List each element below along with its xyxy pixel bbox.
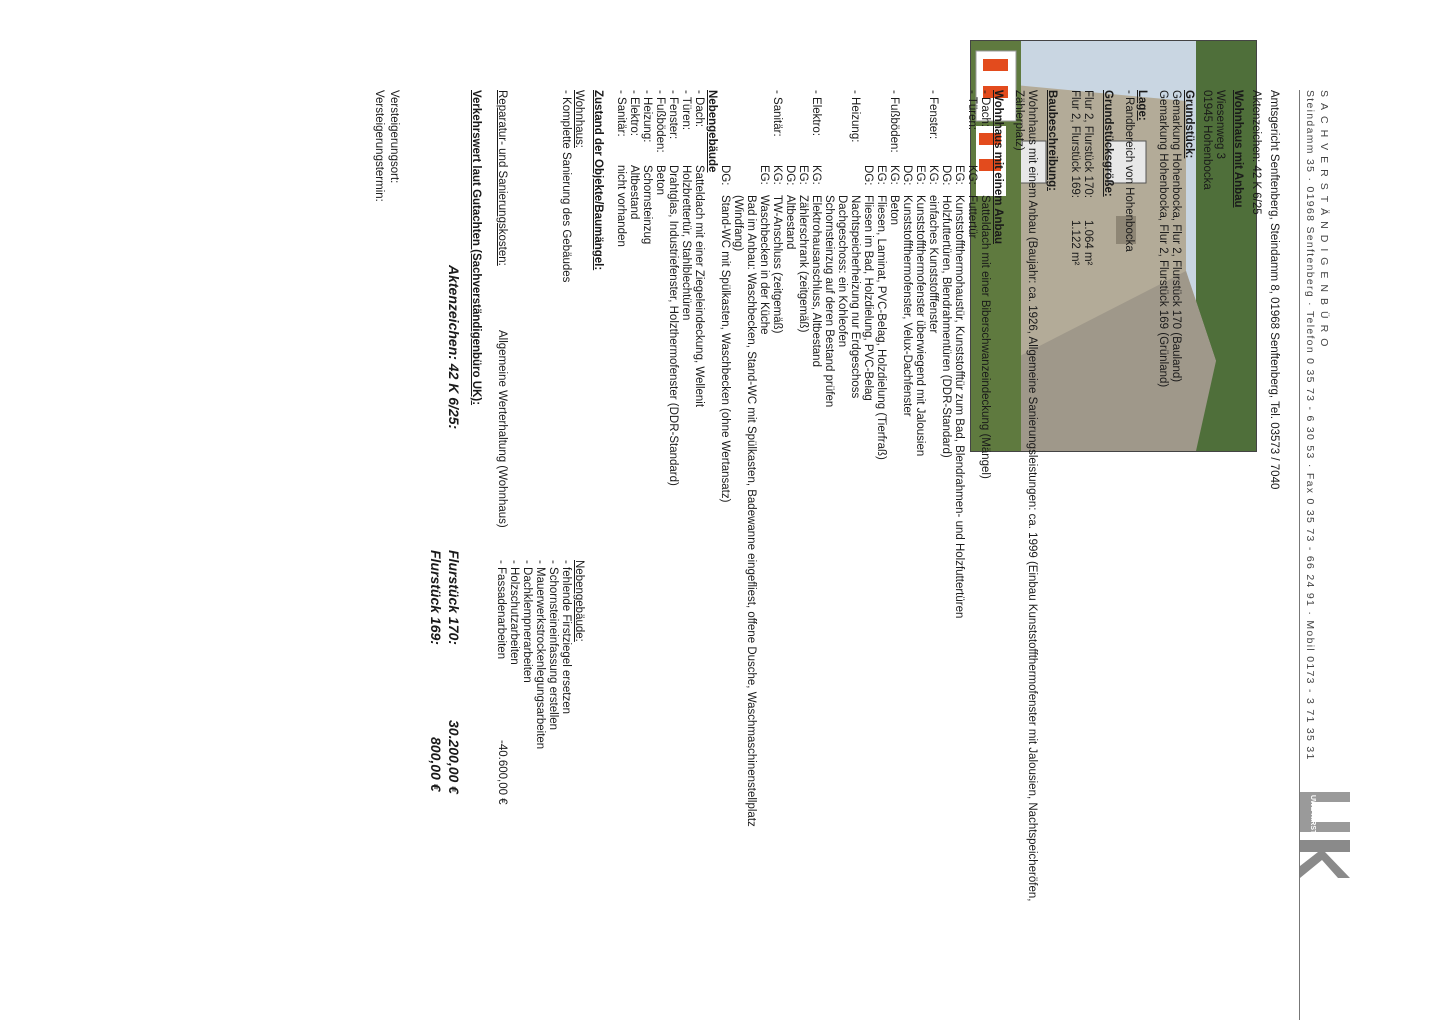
- component-text: Holzfuttertüren, Blendrahmentüren (DDR-Standard): [940, 195, 952, 458]
- component-category: - Dach:: [693, 90, 705, 128]
- floor-label: KG:: [927, 165, 939, 185]
- side-building-row: [627, 90, 640, 486]
- component-text: Kunststoffthermohaustür, Kunststofftür zum Bad, Blendrahmen- und Holzfuttertüren: [953, 195, 965, 619]
- house-component-row: [718, 90, 731, 827]
- house-heading: Wohnhaus mit einem Anbau: [992, 90, 1004, 244]
- floor-label: EG:: [953, 165, 965, 185]
- component-category: - Türen:: [966, 90, 978, 131]
- office-address: Steindamm 35 · 01968 Senftenberg · Telefon 0 35 73 - 6 30 53 · Fax 0 35 73 - 66 24 91 · Mobil 0173 - 3 71 35 31: [1304, 90, 1316, 761]
- side-building-row: [679, 90, 692, 486]
- defect-item: - Holzschutzarbeiten: [508, 560, 520, 665]
- object-title: Wohnhaus mit Anbau: [1232, 90, 1244, 208]
- component-category: - Fenster:: [927, 90, 939, 140]
- house-component-row: [861, 90, 874, 827]
- component-text: nicht vorhanden: [615, 165, 627, 247]
- defect-item: - Dachklempnerarbeiten: [521, 560, 533, 683]
- house-component-row: [783, 90, 796, 827]
- building-desc-text-1: Wohnhaus mit einem Anbau (Baujahr: ca. 1926, Allgemeine Sanierungsleistungen: ca. 1999 (Einbau Kunststoffthermofenster mit Jalousien, Nachtspeicheröfen,: [1026, 90, 1038, 902]
- component-text: Schornsteinzug: [641, 165, 653, 245]
- defects-house-heading: Wohnhaus:: [573, 90, 585, 148]
- floor-label: DG:: [901, 165, 913, 186]
- side-building-row: [692, 90, 705, 486]
- market-value-170: 30.200,00 €: [446, 720, 462, 794]
- floor-label: EG:: [875, 165, 887, 185]
- location-heading: Lage:: [1136, 90, 1148, 121]
- component-text: Beton: [888, 195, 900, 226]
- defects-side-heading: Nebengebäude:: [573, 560, 585, 642]
- component-category: - Sanitär:: [771, 90, 783, 137]
- house-component-list: [718, 90, 991, 827]
- component-text: Drahtglas, Industriefenster, Holzthermofenster (DDR-Standard): [667, 165, 679, 486]
- component-category: - Heizung:: [641, 90, 653, 143]
- costs-value: -40.600,00 €: [496, 740, 508, 805]
- defects-house-item: - Komplette Sanierung des Gebäudes: [560, 90, 572, 283]
- component-category: - Elektro:: [810, 90, 822, 137]
- component-category: - Fenster:: [667, 90, 679, 140]
- market-value-label-169: Flurstück 169:: [428, 550, 444, 645]
- floor-label: KG:: [888, 165, 900, 185]
- component-category: - Fußböden:: [654, 90, 666, 153]
- side-building-list: [614, 90, 705, 486]
- defect-item: - Mauerwerkstrockenlegungsarbeiten: [534, 560, 546, 750]
- building-desc-text-2: Zählerplatz): [1013, 90, 1025, 151]
- brand-line: SACHVERSTÄNDIGENBÜRO: [1318, 90, 1330, 353]
- component-text: Elektrohausanschluss, Altbestand: [810, 195, 822, 367]
- component-text: Futtertür: [966, 195, 978, 239]
- house-component-row: [939, 90, 952, 827]
- house-component-row: [913, 90, 926, 827]
- component-text: Satteldach mit einer Ziegeleindeckung, Wellenit: [693, 165, 705, 408]
- plot-size-label-169: Flur 2, Flurstück 169:: [1069, 90, 1081, 199]
- component-category: - Sanitär:: [615, 90, 627, 137]
- house-component-row: [887, 90, 900, 827]
- component-category: - Fußböden:: [888, 90, 900, 153]
- plot-line-1: Gemarkung Hohenbocka, Flur 2, Flurstück 170 (Bauland): [1170, 90, 1182, 383]
- component-text: Waschbecken in der Küche: [758, 195, 770, 335]
- floor-label: KG:: [810, 165, 822, 185]
- component-text: Beton: [654, 165, 666, 196]
- defect-item: - Schornsteineinfassung erstellen: [547, 560, 559, 731]
- house-component-row: [770, 90, 783, 827]
- component-category: - Heizung:: [849, 90, 861, 143]
- house-component-row: [874, 90, 887, 827]
- component-text: Kunststoffthermofenster, Velux-Dachfenster: [901, 195, 913, 417]
- component-text: Bad im Anbau: Waschbecken, Stand-WC mit Spülkasten, Badewanne eingefliest, offene Dusche, Waschmaschinenstellplatz: [745, 195, 757, 827]
- market-value-169: 800,00 €: [428, 737, 444, 792]
- floor-label: EG:: [758, 165, 770, 185]
- house-component-row: [822, 90, 835, 827]
- floor-label: DG:: [719, 165, 731, 186]
- floor-label: DG:: [940, 165, 952, 186]
- component-category: - Dach:: [979, 90, 991, 128]
- component-text: einfaches Kunststofffenster: [927, 195, 939, 334]
- plot-line-2: Gemarkung Hohenbocka, Flur 2, Flurstück 169 (Grünland): [1157, 90, 1169, 388]
- floor-label: KG:: [771, 165, 783, 185]
- house-component-row: [978, 90, 991, 827]
- uk-logo: [1295, 790, 1355, 885]
- building-desc-heading: Baubeschreibung:: [1046, 90, 1058, 191]
- rotated-document: [185, 70, 1330, 1020]
- defects-heading: Zustand der Objekte/Baumängel:: [592, 90, 604, 271]
- object-city: 01945 Hohenbocka: [1201, 90, 1213, 190]
- component-text: Zählerschrank (zeitgemäß): [797, 195, 809, 333]
- plot-size-heading: Grundstücksgröße:: [1102, 90, 1114, 197]
- market-value-heading: Verkehrswert laut Gutachten (Sachverständigenbüro UK):: [470, 90, 482, 406]
- house-component-row: [744, 90, 757, 827]
- defect-item: - fehlende Firstziegel ersetzen: [560, 560, 572, 715]
- side-building-row: [653, 90, 666, 486]
- plot-size-value-169: 1.122 m²: [1069, 220, 1081, 266]
- component-text: Satteldach mit einer Biberschwanzeindeckung (Mängel): [979, 195, 991, 479]
- auction-place: Versteigerungsort:: [388, 90, 400, 184]
- component-text: Fliesen im Bad, Holzdielung, PVC-Belag: [862, 195, 874, 401]
- defects-side-list: [494, 560, 572, 749]
- house-component-row: [926, 90, 939, 827]
- component-text: Dachgeschoss: ein Kohleofen: [836, 195, 848, 348]
- house-component-row: [952, 90, 965, 827]
- component-text: Fliesen, Laminat, PVC-Belag, Holzdielung (Tierfraß): [875, 195, 887, 460]
- auction-date: Versteigerungstermin:: [373, 90, 385, 202]
- component-text: Altbestand: [628, 165, 640, 220]
- floor-label: KG:: [966, 165, 978, 185]
- plot-size-value-170: 1.064 m²: [1082, 220, 1094, 266]
- component-text: Stand-WC mit Spülkasten, Waschbecken (ohne Wertansatz): [719, 195, 731, 503]
- market-value-file-number: Aktenzeichen: 42 K 6/25:: [446, 265, 462, 430]
- component-category: - Elektro:: [628, 90, 640, 137]
- logo-name: UWE KIRSTE: [1309, 795, 1316, 839]
- location-text: - Randbereich von Hohenbocka: [1123, 90, 1135, 252]
- floor-label: EG:: [797, 165, 809, 185]
- component-text: Nachtspeicherheizung nur Erdgeschoss: [849, 195, 861, 399]
- side-building-row: [666, 90, 679, 486]
- house-component-row: [796, 90, 809, 827]
- side-building-row: [614, 90, 627, 486]
- side-building-row: [640, 90, 653, 486]
- court-line: Amtsgericht Senftenberg, Steindamm 8, 01968 Senftenberg, Tel. 03573 / 7040: [1268, 90, 1280, 490]
- house-component-row: [731, 90, 744, 827]
- component-text: Altbestand: [784, 195, 796, 250]
- plot-heading: Grundstück:: [1183, 90, 1195, 159]
- side-building-heading: Nebengebäude: [706, 90, 718, 173]
- costs-label: Reparatur- und Sanierungskosten:: [496, 90, 508, 266]
- house-component-row: [848, 90, 861, 827]
- house-component-row: [809, 90, 822, 827]
- costs-description: Allgemeine Werterhaltung (Wohnhaus): [496, 330, 508, 528]
- component-text: Schornsteinzug auf deren Bestand prüfen: [823, 195, 835, 408]
- house-component-row: [835, 90, 848, 827]
- house-component-row: [900, 90, 913, 827]
- market-value-label-170: Flurstück 170:: [446, 550, 462, 645]
- component-text: TW-Anschluss (zeitgemäß): [771, 195, 783, 334]
- floor-label: EG:: [914, 165, 926, 185]
- component-text: Holzbrettertür, Stahlblechtüren: [680, 165, 692, 321]
- floor-label: DG:: [784, 165, 796, 186]
- component-text: Kunststoffthermofenster überwiegend mit Jalousien: [914, 195, 926, 457]
- house-component-row: [757, 90, 770, 827]
- object-street: Wiesenweg 3: [1214, 90, 1226, 160]
- plot-size-label-170: Flur 2, Flurstück 170:: [1082, 90, 1094, 199]
- file-number: Aktenzeichen: 42 K 6/25: [1250, 90, 1262, 215]
- defect-item: - Fassadenarbeiten: [495, 560, 507, 660]
- component-text: (Windfang): [732, 195, 744, 252]
- floor-label: DG:: [862, 165, 874, 186]
- component-category: - Türen:: [680, 90, 692, 131]
- house-component-row: [965, 90, 978, 827]
